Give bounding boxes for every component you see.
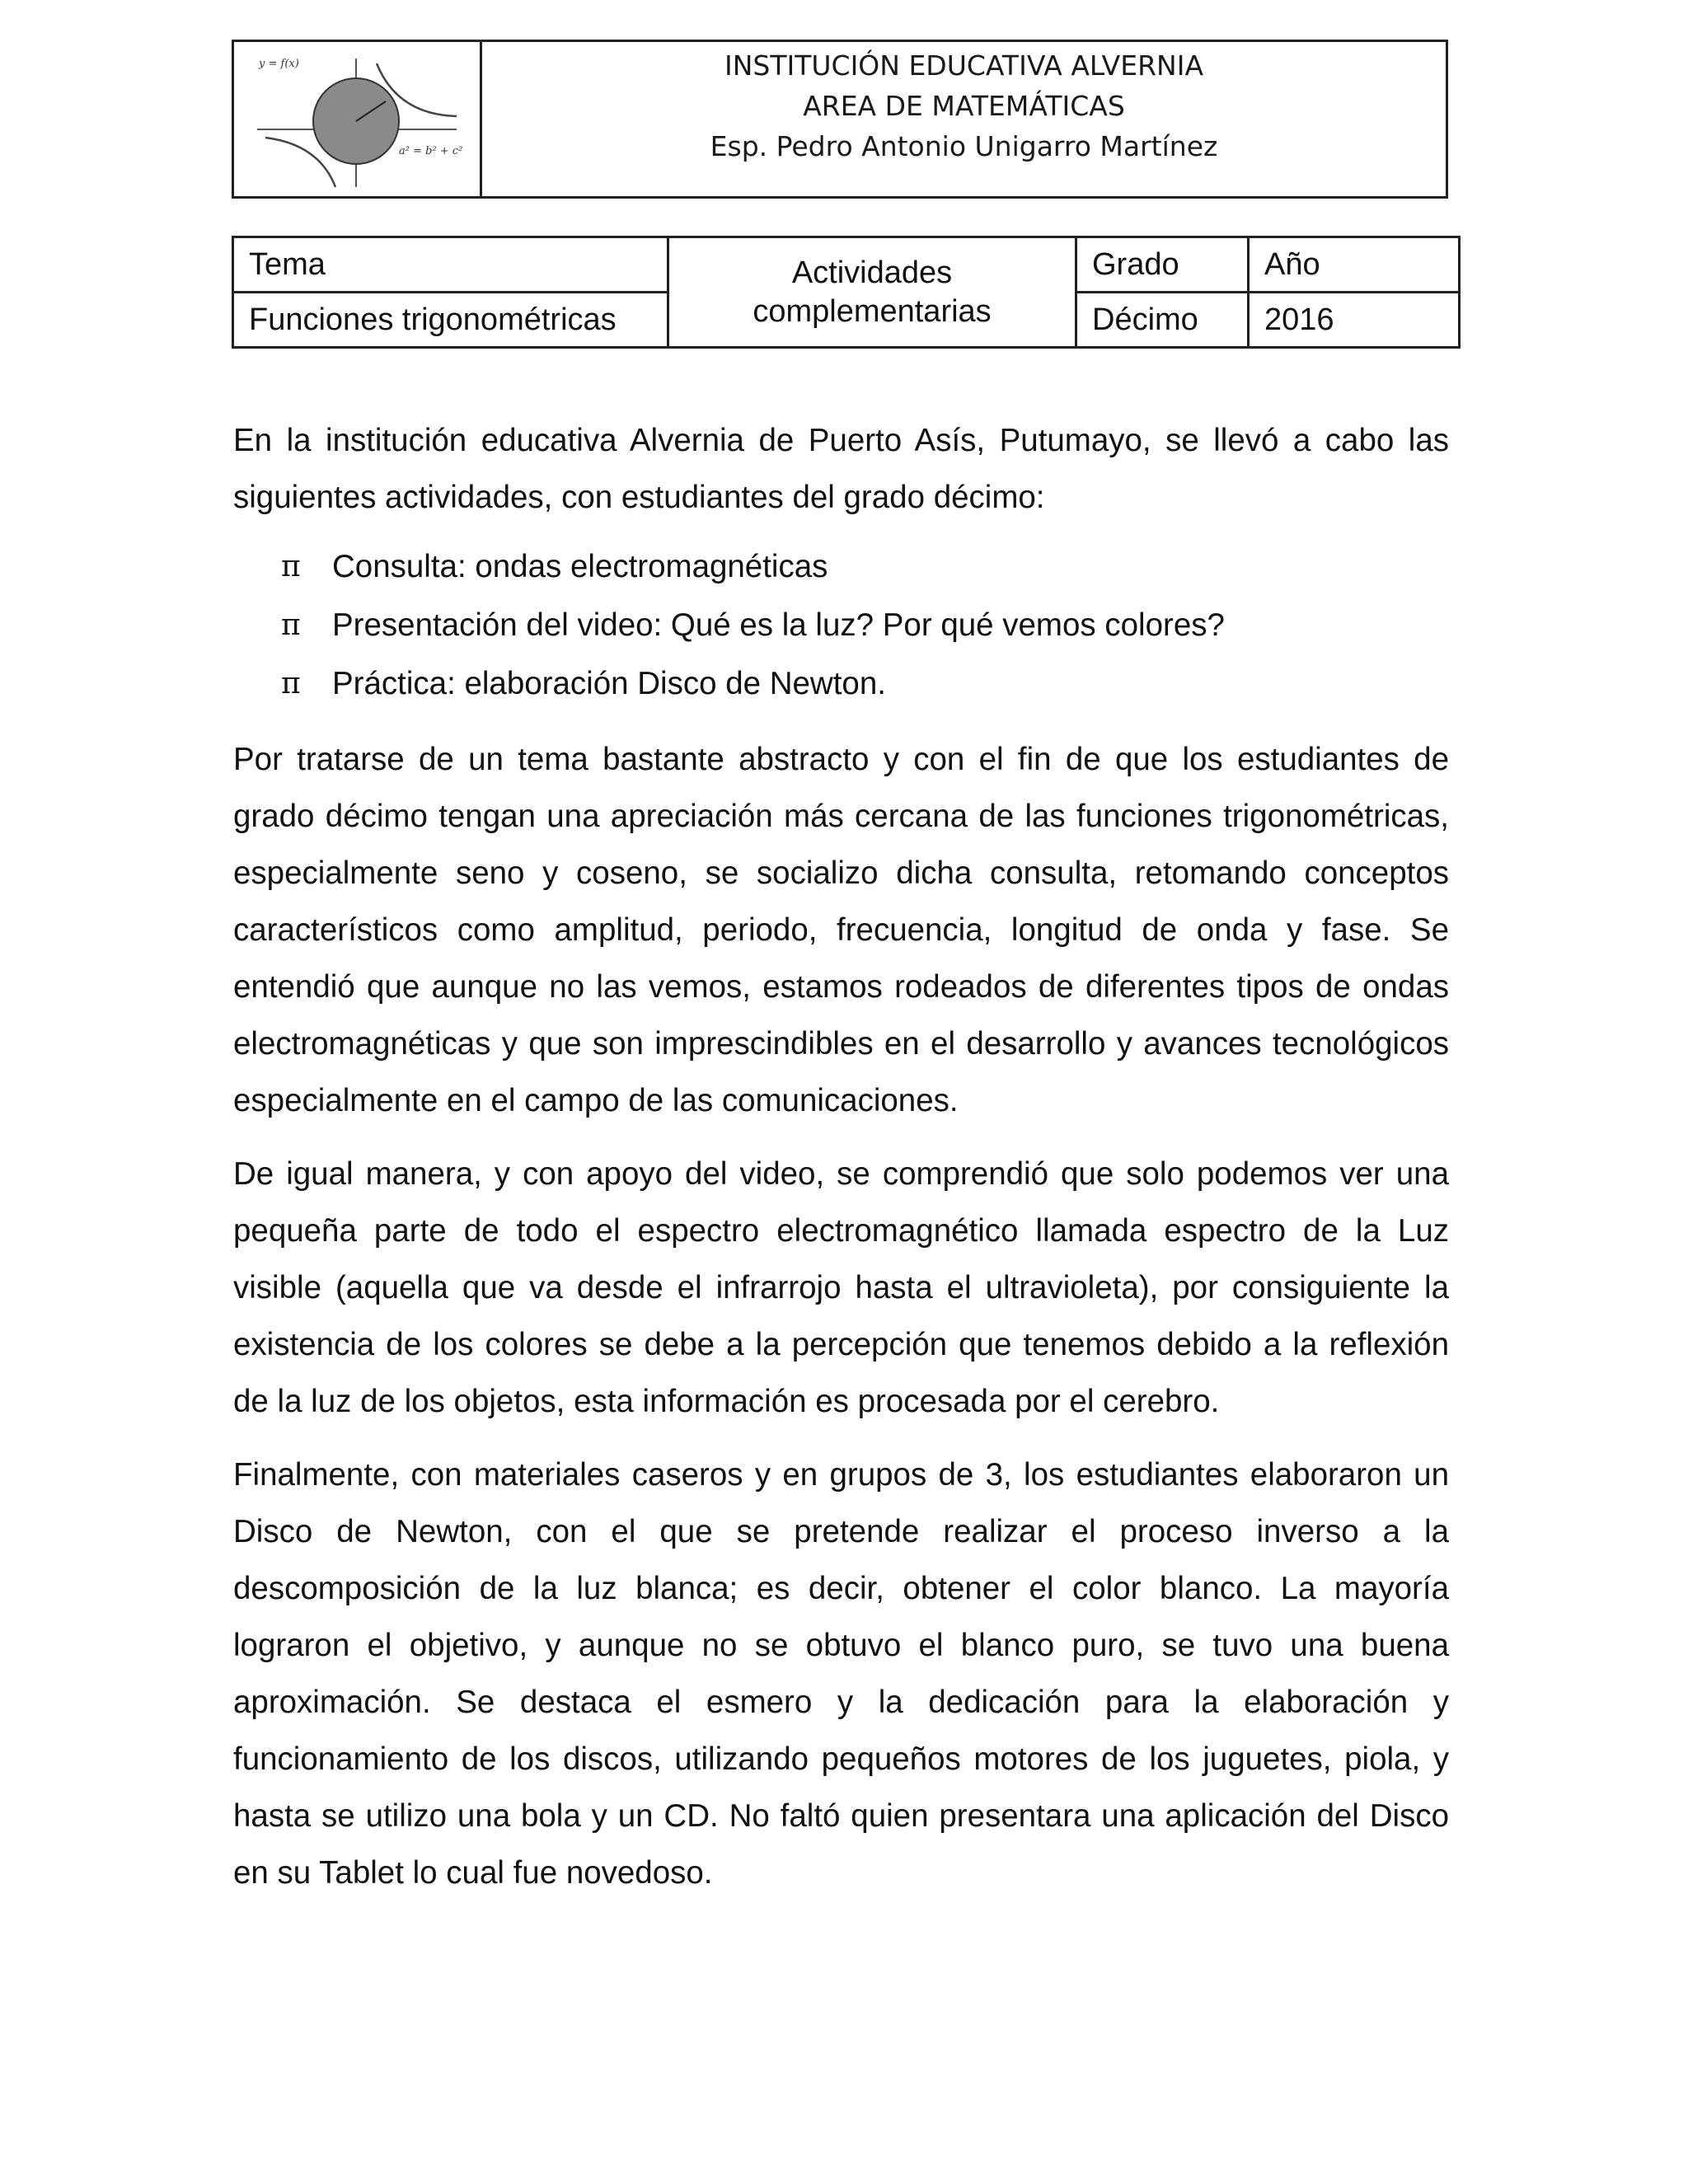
logo-cell [234,42,482,196]
intro-paragraph: En la institución educativa Alvernia de Puerto Asís, Putumayo, se llevó a cabo las siguientes actividades, con estudiantes del grado décimo: [233,423,1449,515]
institution-name: INSTITUCIÓN EDUCATIVA ALVERNIA [724,49,1204,82]
list-item [233,537,1449,596]
header-box [232,40,1448,199]
institution-cell [482,42,1446,196]
list-item [233,596,1449,654]
grado-value: Décimo [1076,293,1249,348]
list-item-text: Presentación del video: Qué es la luz? Por qué vemos colores? [332,607,1225,643]
grado-label: Grado [1076,237,1249,293]
math-logo [241,47,471,194]
list-item-text: Práctica: elaboración Disco de Newton. [332,666,886,701]
list-item-text: Consulta: ondas electromagnéticas [332,549,828,584]
activity-label: Actividades complementarias [668,237,1076,348]
tema-value: Funciones trigonométricas [233,293,668,348]
paragraph-1: Por tratarse de un tema bastante abstracto y con el fin de que los estudiantes de grado décimo tengan una apreciación más cercana de las funciones trigonométricas, especialmente seno y coseno, se socializo dicha consulta, retomando conceptos característicos como amplitud, periodo, frecuencia, longitud de onda y fase. Se entendió que aunque no las vemos, estamos rodeados de diferentes tipos de ondas electromagnéticas y que son imprescindibles en el desarrollo y avances tecnológicos especialmente en el campo de las comunicaciones. [233,742,1449,1118]
area-name: AREA DE MATEMÁTICAS [803,90,1125,122]
pi-bullet-icon: π [281,667,301,701]
pi-bullet-icon: π [281,550,301,583]
anio-label: Año [1249,237,1460,293]
paragraph-3: Finalmente, con materiales caseros y en grupos de 3, los estudiantes elaboraron un Disco de Newton, con el que se pretende realizar el proceso inverso a la descomposición de la luz blanca; es decir, obtener el color blanco. La mayoría lograron el objetivo, y aunque no se obtuvo el blanco puro, se tuvo una buena aproximación. Se destaca el esmero y la dedicación para la elaboración y funcionamiento de los discos, utilizando pequeños motores de los juguetes, piola, y hasta se utilizo una bola y un CD. No faltó quien presentara una aplicación del Disco en su Tablet lo cual fue novedoso. [233,1457,1449,1891]
teacher-name: Esp. Pedro Antonio Unigarro Martínez [710,130,1218,162]
activity-list [233,537,1449,713]
document-body [233,412,1449,1901]
formula-bottom: a² = b² + c² [399,145,463,157]
list-item [233,654,1449,713]
anio-value: 2016 [1249,293,1460,348]
pi-bullet-icon: π [281,608,301,642]
info-table [232,236,1461,349]
tema-label: Tema [233,237,668,293]
formula-top: y = f(x) [259,58,299,70]
paragraph-2: De igual manera, y con apoyo del video, se comprendió que solo podemos ver una pequeña parte de todo el espectro electromagnético llamada espectro de la Luz visible (aquella que va desde el infrarrojo hasta el ultravioleta), por consiguiente la existencia de los colores se debe a la percepción que tenemos debido a la reflexión de la luz de los objetos, esta información es procesada por el cerebro. [233,1156,1449,1419]
